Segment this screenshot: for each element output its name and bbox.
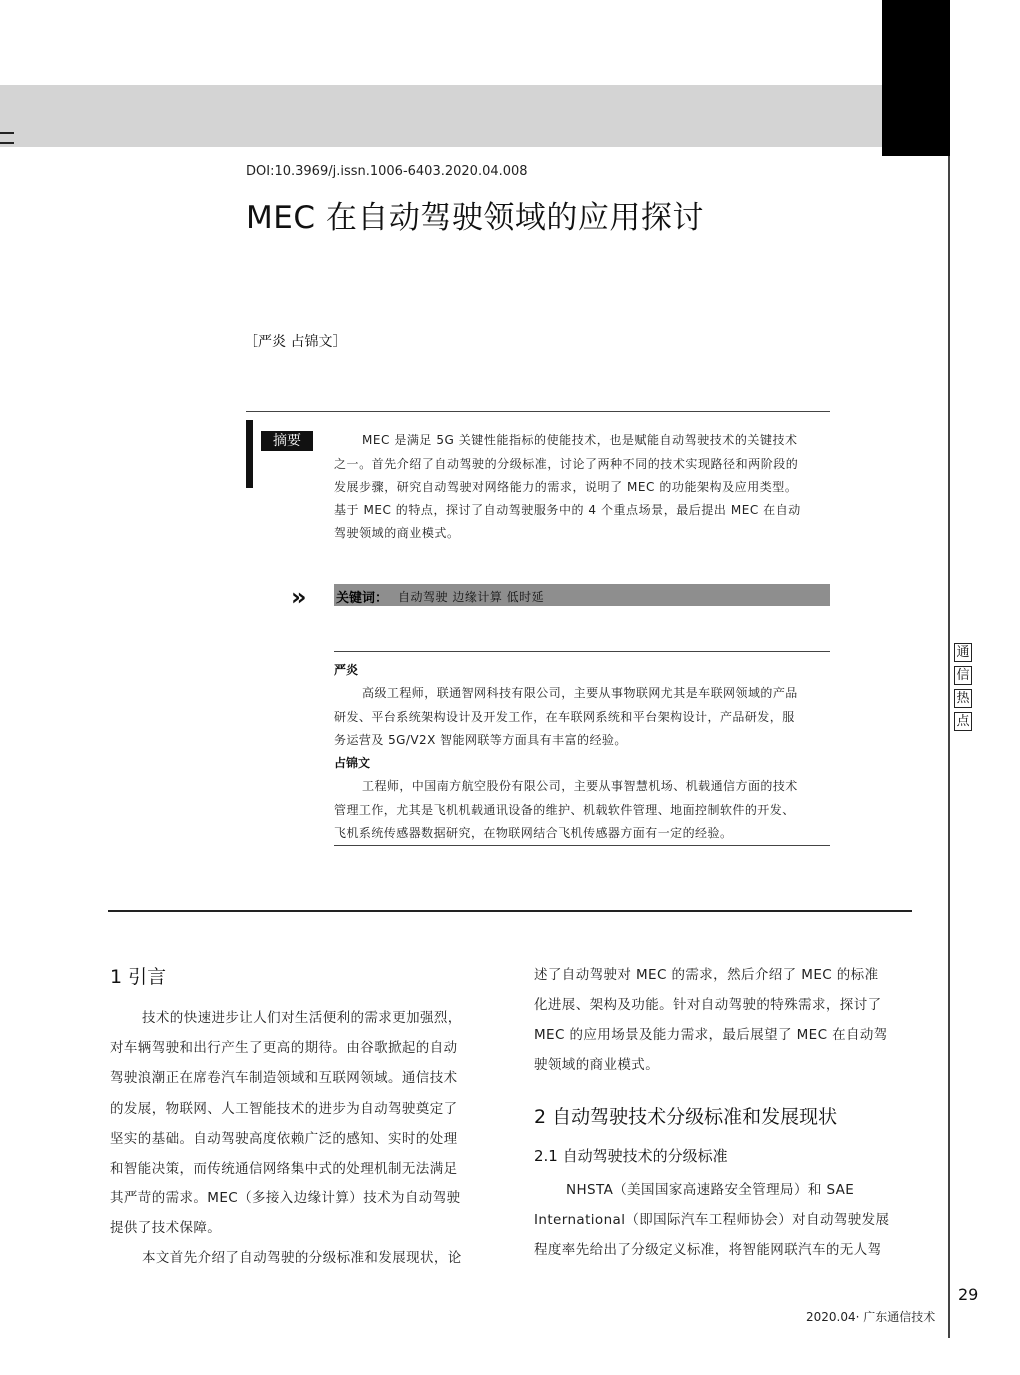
body-line: 其严苛的需求。MEC（多接入边缘计算）技术为自动驾驶 — [110, 1190, 461, 1206]
bio-line: 工程师，中国南方航空股份有限公司，主要从事智慧机场、机载通信方面的技术 — [362, 779, 798, 793]
article-title: MEC 在自动驾驶领域的应用探讨 — [246, 200, 704, 236]
body-line: 化进展、架构及功能。针对自动驾驶的特殊需求，探讨了 — [534, 997, 882, 1013]
bio-line: 研发、平台系统架构设计及开发工作，在车联网系统和平台架构设计，产品研发，服 — [334, 710, 795, 724]
abstract-line: 之一。首先介绍了自动驾驶的分级标准，讨论了两种不同的技术实现路径和两阶段的 — [334, 457, 799, 471]
side-label-char: 点 — [954, 712, 972, 731]
body-line: 程度率先给出了分级定义标准，将智能网联汽车的无人驾 — [534, 1242, 882, 1258]
section-heading: 1 引言 — [110, 966, 167, 988]
abstract-side-bar — [246, 420, 253, 488]
bio-top-rule — [334, 651, 830, 652]
body-line: 的发展，物联网、人工智能技术的进步为自动驾驶奠定了 — [110, 1101, 458, 1117]
keywords-marker-icon: » — [291, 583, 307, 611]
section-tab-block — [882, 0, 950, 156]
side-label-char: 热 — [954, 689, 972, 708]
margin-marks — [0, 132, 14, 146]
abstract-top-rule — [246, 411, 830, 412]
footer-issue: 2020.04· 广东通信技术 — [806, 1310, 936, 1324]
keywords-label: 关键词： — [336, 591, 389, 606]
abstract-line: 基于 MEC 的特点，探讨了自动驾驶服务中的 4 个重点场景，最后提出 MEC 在自动 — [334, 503, 801, 517]
side-label-char: 信 — [954, 666, 972, 685]
body-line: MEC 的应用场景及能力需求，最后展望了 MEC 在自动驾 — [534, 1027, 888, 1043]
keywords-values: 自动驾驶 边缘计算 低时延 — [398, 590, 545, 604]
body-line: 对车辆驾驶和出行产生了更高的期待。由谷歌掀起的自动 — [110, 1040, 458, 1056]
body-line: 驾驶浪潮正在席卷汽车制造领域和互联网领域。通信技术 — [110, 1070, 458, 1086]
bio-line: 高级工程师，联通智网科技有限公司，主要从事物联网尤其是车联网领域的产品 — [362, 686, 798, 700]
abstract-label: 摘要 — [261, 431, 313, 451]
abstract-line: MEC 是满足 5G 关键性能指标的使能技术，也是赋能自动驾驶技术的关键技术 — [362, 433, 798, 447]
abstract-line: 驾驶领域的商业模式。 — [334, 526, 460, 540]
author-line: ［严炎 占锦文］ — [244, 334, 347, 350]
body-line: NHSTA（美国国家高速路安全管理局）和 SAE — [566, 1182, 855, 1198]
body-line: 技术的快速进步让人们对生活便利的需求更加强烈， — [142, 1010, 462, 1026]
doi: DOI:10.3969/j.issn.1006-6403.2020.04.008 — [246, 164, 528, 179]
right-margin-rule — [948, 156, 950, 1338]
body-line: 和智能决策，而传统通信网络集中式的处理机制无法满足 — [110, 1161, 458, 1177]
abstract-line: 发展步骤，研究自动驾驶对网络能力的需求，说明了 MEC 的功能架构及应用类型。 — [334, 480, 798, 494]
bio-name: 占锦文 — [334, 756, 371, 770]
body-line: 坚实的基础。自动驾驶高度依赖广泛的感知、实时的处理 — [110, 1131, 458, 1147]
section-heading: 2 自动驾驶技术分级标准和发展现状 — [534, 1106, 838, 1128]
body-line: 述了自动驾驶对 MEC 的需求，然后介绍了 MEC 的标准 — [534, 967, 879, 983]
bio-bottom-rule — [334, 845, 830, 846]
body-line: 驶领域的商业模式。 — [534, 1057, 660, 1073]
section-divider — [108, 910, 912, 912]
bio-line: 飞机系统传感器数据研究，在物联网结合飞机传感器方面有一定的经验。 — [334, 826, 733, 840]
body-line: 本文首先介绍了自动驾驶的分级标准和发展现状，论 — [142, 1250, 462, 1266]
header-band — [0, 85, 882, 147]
subsection-heading: 2.1 自动驾驶技术的分级标准 — [534, 1147, 728, 1165]
bio-line: 务运营及 5G/V2X 智能网联等方面具有丰富的经验。 — [334, 733, 627, 747]
body-line: 提供了技术保障。 — [110, 1220, 222, 1236]
body-line: International（即国际汽车工程师协会）对自动驾驶发展 — [534, 1212, 890, 1228]
page-number: 29 — [958, 1285, 979, 1304]
bio-name: 严炎 — [334, 663, 359, 677]
side-label-char: 通 — [954, 643, 972, 662]
bio-line: 管理工作，尤其是飞机机载通讯设备的维护、机载软件管理、地面控制软件的开发、 — [334, 803, 795, 817]
